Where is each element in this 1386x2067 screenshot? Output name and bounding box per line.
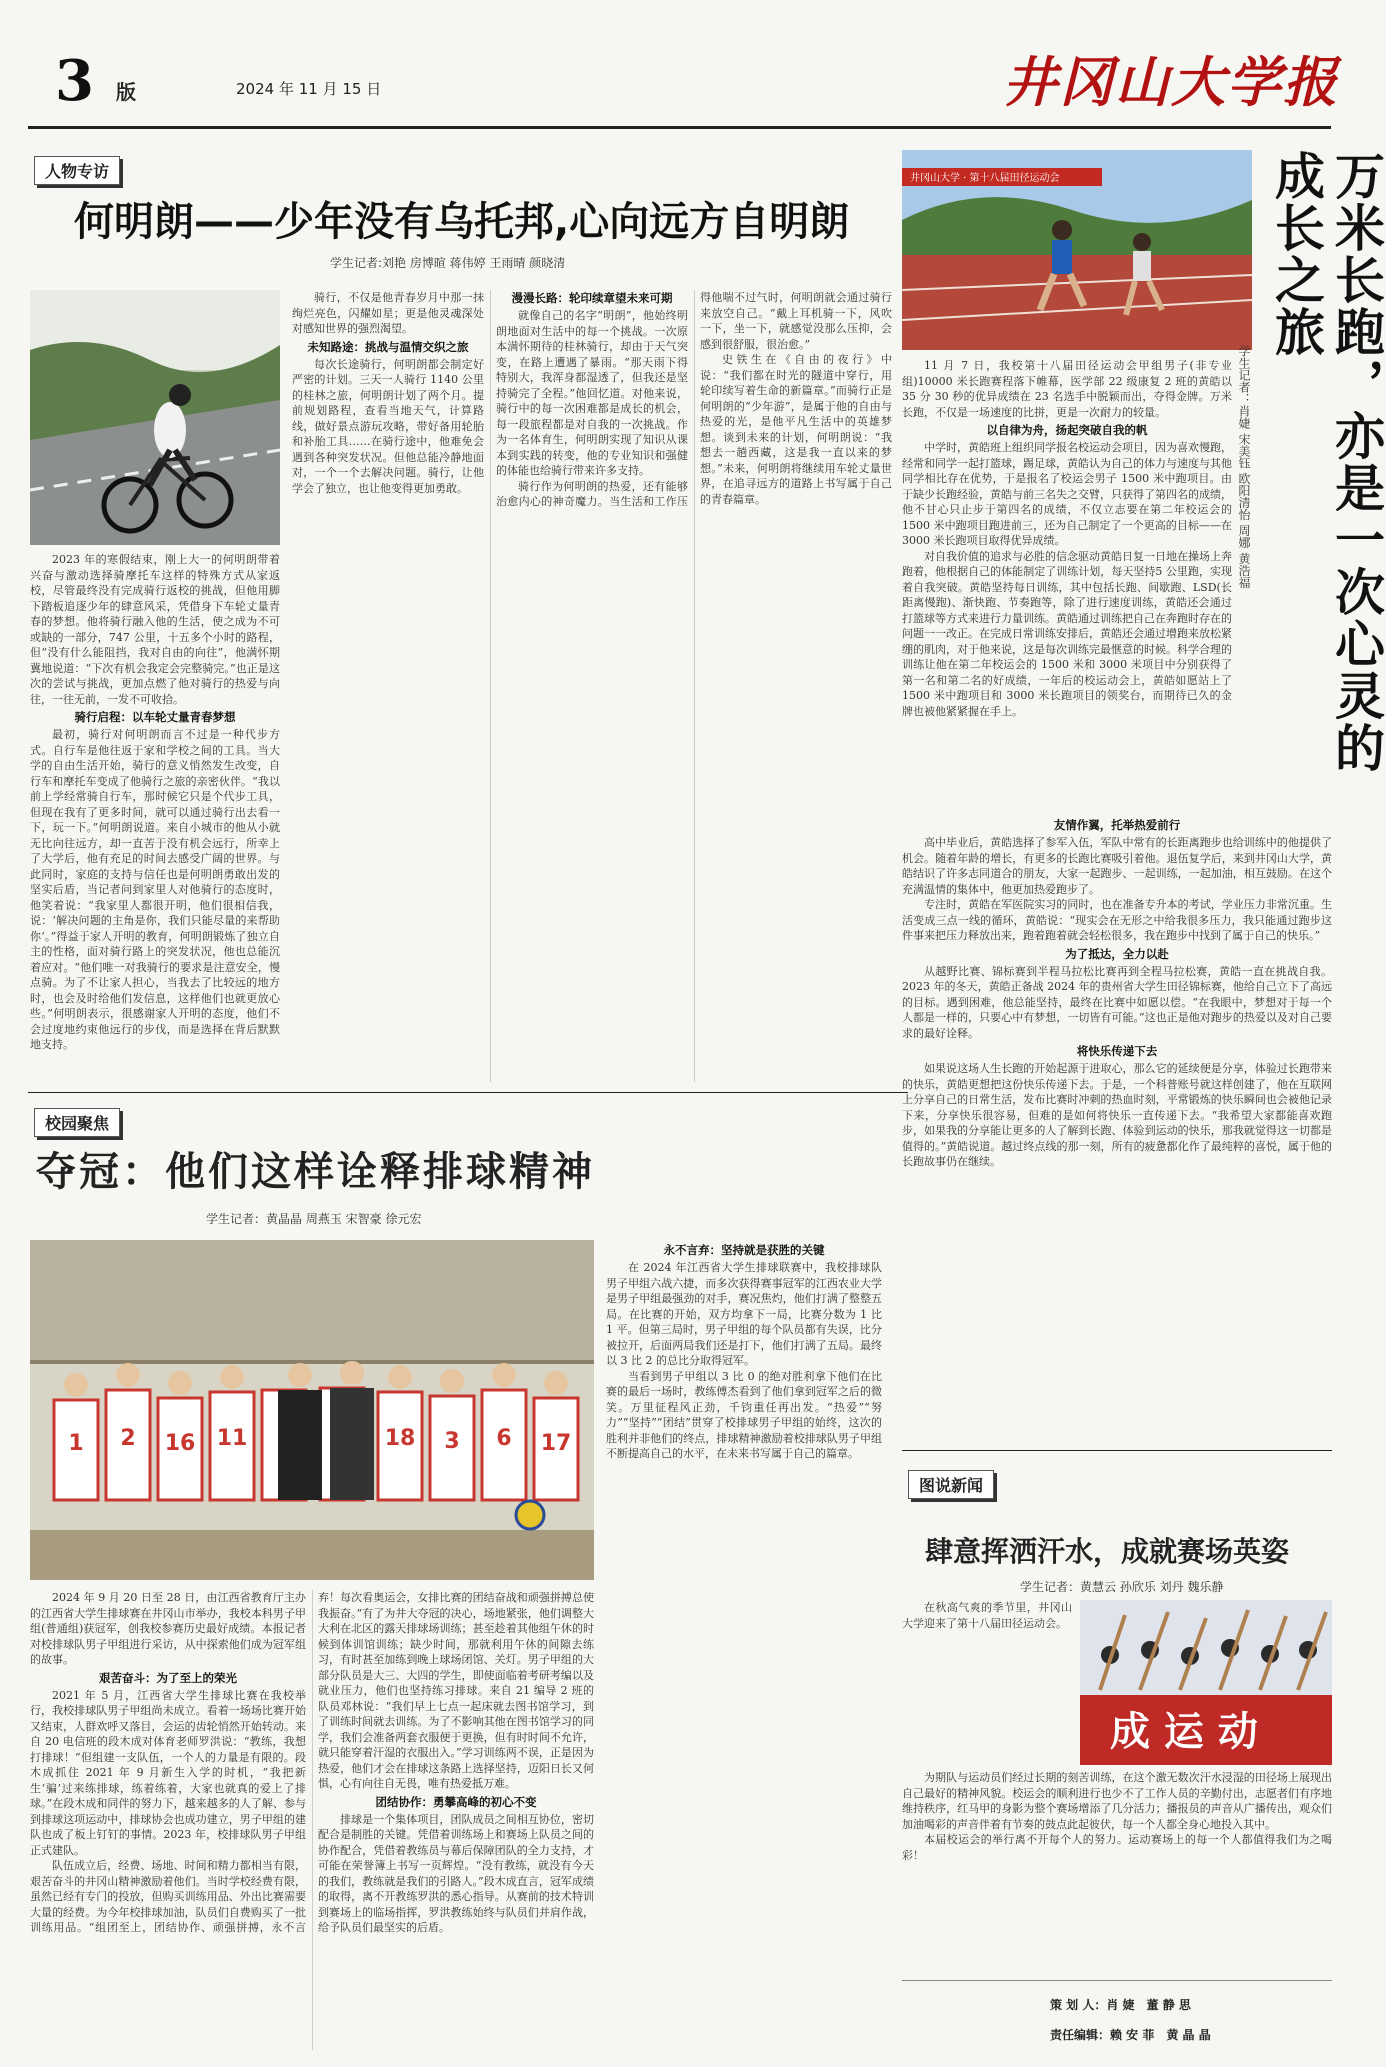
volleyball-p3: 队伍成立后，经费、场地、时间和精力都相当有限，艰苦奋斗的井冈山精神激励着他们。当时学校经费有限，虽然已经有专门的投放，但购买训练用品、外出比赛需要大量的经费。为今年校排球加油，队员们自费购买了一批训练用品。“组团至上，团结协作、顽强拼搏，永不言弃！每次看奥运会，女排比赛的团结奋战和顽强拼搏总使我振奋。”有了为井大夺冠的决心，场地紧张，他们调整大大利在北区的露天排球场训练；甚至趁着其他组午休的时候到体训馆训练；缺少时间，那就利用午休的间隙去练习，有时甚至加练到晚上球场闭馆、关灯。男子甲组的大部分队员是大三、大四的学生，即使面临着考研考编以及就业压力，他们也坚持练习排球。来自 21 编导 2 班的队员邓林说：“我们早上七点一起床就去图书馆学习，到了训练时间就去训练。为了不影响其他在图书馆学习的同学，我们会准备两套衣服便于更换，但有时时间不允许，就只能穿着汗湿的衣服出入。”学习训练两不误，正是因为热爱，他们才会在排球这条路上选择坚持，迈阳日长又何惧，心有向往自无畏，唯有热爱抵万难。 [30, 1591, 594, 1934]
jersey-number: 16 [164, 1431, 196, 1456]
banner-text: 成 运 动 [1110, 1709, 1258, 1755]
section-badge-news: 图说新闻 [908, 1470, 994, 1499]
volleyball-team-photo [30, 1240, 594, 1580]
marathon-p3: 对自我价值的追求与必胜的信念驱动黄皓日复一日地在操场上奔跑着，他根据自己的体能制定了训练计划，每天坚持5 公里跑，实现着自我突破。黄皓坚持每日训练，其中包括长跑、间歇跑、LSD(长距离慢跑)、渐快跑、节奏跑等，除了进行速度训练，黄皓还会通过打篮球等方式来进行力量训练。黄皓通过训练把自己在奔跑时存在的问题一一改正。在完成日常训练安排后，黄皓还会通过增跑来放松紧绷的肌肉，对于他来说，这是每次训练完最惬意的时候。科学合理的训练让他在第二年校运会的 1500 米和 3000 米项目中分别获得了第一名和第二名的好成绩，一年后的校运动会上，黄皓如愿站上了 1500 米中跑项目和 3000 米长跑项目的领奖台，而期待已久的金牌也被他紧紧握在手上。 [902, 549, 1232, 718]
runner-photo-banner: 井冈山大学 · 第十八届田径运动会 [910, 173, 1060, 184]
profile-subhead-2: 未知路途：挑战与温情交织之旅 [307, 339, 469, 354]
marathon-p1: 11 月 7 日，我校第十八届田径运动会甲组男子(非专业组)10000 米长跑赛程落下帷幕，医学部 22 级康复 2 班的黄皓以 35 分 30 秒的优异成绩在 23 名选手中脱颖而出，夺得金牌。万米长跑，不仅是一场速度的比拼，更是一次耐力的较量。 [902, 359, 1232, 419]
volleyball-cols-1 [30, 1590, 594, 2050]
profile-p3: 骑行，不仅是他青春岁月中那一抹绚烂亮色，闪耀如星；更是他灵魂深处对感知世界的强烈渴望。 [292, 291, 484, 335]
volleyball-p5: 在 2024 年江西省大学生排球联赛中，我校排球队男子甲组六战六捷，而多次获得赛事冠军的江西农业大学是男子甲组最强劲的对手，赛况焦灼，他们打满了整整五局。在比赛的开始，双方均拿下一局，比赛分数为 1 比 1 平。但第三局时，男子甲组的每个队员都有失误，比分被拉开，后面两局我们还是打下，他们打满了五局。最终以 3 比 2 的总比分取得冠军。 [606, 1261, 882, 1367]
marching-photo [1080, 1600, 1332, 1765]
header-rule [28, 126, 1331, 129]
jersey-number: 6 [496, 1426, 512, 1451]
news-col-text [902, 1600, 1072, 1770]
masthead: 井冈山大学报 [1003, 50, 1339, 114]
jersey-number: 17 [540, 1431, 572, 1456]
divider-left [28, 1092, 908, 1093]
volleyball-subhead-1: 艰苦奋斗：为了至上的荣光 [99, 1670, 237, 1685]
volleyball-headline: 夺冠：他们这样诠释排球精神 [36, 1148, 595, 1195]
marathon-headline: 万米长跑，亦是一次心灵的成长之旅 [1267, 150, 1385, 774]
marathon-p4: 高中毕业后，黄皓选择了参军入伍，军队中常有的长距离跑步也给训练中的他提供了机会。随着年龄的增长，有更多的长跑比赛吸引着他。退伍复学后，来到井冈山大学，黄皓结识了许多志同道合的朋友，大家一起跑步、一起训练，一起加油，相互鼓励。在这个充满温情的集体中，他更加热爱跑步了。 [902, 836, 1332, 896]
marathon-subhead-3: 为了抵达，全力以赴 [1065, 946, 1169, 961]
marathon-p5: 专注时，黄皓在军医院实习的同时，也在准备专升本的考试，学业压力非常沉重。生活变成三点一线的循环，黄皓说：“现实会在无形之中给我很多压力，我只能通过跑步这件事来把压力释放出来，跑着跑着就会轻松很多，我在跑步中找到了属于自己的快乐。” [902, 898, 1332, 942]
profile-subhead-1: 骑行启程：以车轮丈量青春梦想 [74, 710, 236, 724]
credits-planner: 策 划 人：肖 婕 董 静 思 [1050, 1998, 1191, 2012]
volleyball-subhead-3: 永不言弃：坚持就是获胜的关键 [663, 1243, 825, 1257]
credits-editor: 责任编辑：赖 安 菲 黄 晶 晶 [1050, 2028, 1211, 2042]
marathon-p6: 从越野比赛、锦标赛到半程马拉松比赛再到全程马拉松赛，黄皓一直在挑战自我。2023 年的冬天，黄皓正备战 2024 年的贵州省大学生田径锦标赛，他给自己立下了高远的目标。遇到困难，他总能坚持，最终在比赛中如愿以偿。“在我眼中，梦想对于每一个人都是一样的，只要心中有梦想，一切皆有可能。”这也正是他对跑步的热爱以及对自己要求的最好诠释。 [902, 964, 1332, 1040]
volleyball-p2: 2021 年 5 月，江西省大学生排球比赛在我校举行，我校排球队男子甲组尚未成立。看着一场场比赛开始又结束，人群欢呼又落目，会运的齿轮悄然开始转动。来自 20 电信班的段木成对体育老师罗洪说：“教练，我想打排球！”但组建一支队伍，一个人的力量是有限的。段木成抓住 2021 年 9 月新生入学的时机，“我把新生‘骗’过来练排球，练着练着，大家也就真的爱上了排球。”在段木成和同伴的努力下，越来越多的人了解、参与到排球这项运动中，排球协会也成功建立，男子甲组的建队也成了板上钉钉的事情。2023 年，校排球队男子甲组正式建队。 [30, 1688, 306, 1857]
cyclist-photo [30, 290, 280, 545]
section-badge-profile: 人物专访 [34, 156, 120, 185]
volleyball-subhead-2: 团结协作：勇攀高峰的初心不变 [375, 1794, 537, 1809]
news-p1: 在秋高气爽的季节里，井冈山大学迎来了第十八届田径运动会。 [902, 1601, 1072, 1630]
profile-headline: 何明朗——少年没有乌托邦,心向远方自明朗 [74, 199, 850, 245]
jersey-number: 11 [216, 1426, 248, 1451]
profile-p4: 每次长途骑行，何明朗都会制定好严密的计划。三天一人骑行 1140 公里的桂林之旅，何明朗计划了两个月。提前规划路程，查看当地天气，计算路线，做好景点游玩攻略，带好备用轮胎和补胎工具……在骑行途中，他难免会遇到各种突发状况。但他总能冷静地面对，一个一个去解决问题。骑行，让他学会了独立，也让他变得更加勇敢。 [292, 357, 484, 495]
news-p2: 为期队与运动员们经过长期的刻苦训练，在这个激无数次汗水浸湿的田径场上展现出自己最好的精神风貌。校运会的顺利进行也少不了工作人员的辛勤付出，志愿者们有序地维持秩序，红马甲的身影为整个赛场增添了几分活力；播报员的声音从广播传出，观众们加油喝彩的声音伴着有节奏的鼓点此起彼伏，每一个人都全身心地投入其中。 [902, 1771, 1332, 1831]
profile-byline: 学生记者:刘艳 房博暄 蒋伟婷 王雨晴 颜晓清 [330, 256, 566, 270]
profile-p7: 史铁生在《自由的夜行》中说：“我们都在时光的隧道中穿行，用轮印续写着生命的新篇章。”而骑行正是何明朗的“少年游”，是属于他的自由与热爱的光，是他平凡生活中的英雄梦想。谈到未来的计划，何明朗说：“我想去一趟西藏，这是我一直以来的梦想。”未来，何明朗将继续用车轮丈量世界，在追寻远方的道路上书写属于自己的青春篇章。 [700, 353, 892, 506]
profile-p2: 最初，骑行对何明朗而言不过是一种代步方式。自行车是他往返于家和学校之间的工具。当大学的自由生活开始，骑行的意义悄然发生改变，自行车和摩托车变成了他骑行之旅的亲密伙伴。“我以前上学经常骑自行车，那时候它只是个代步工具，但现在我有了更多时间，就可以通过骑行出去看一下，玩一下。”何明朗说道。来自小城市的他从小就无比向往远方，却一直苦于没有机会远行，所幸上了大学后，他有充足的时间去感受广阔的世界。与此同时，家庭的支持与信任也是何明朗勇敢出发的坚实后盾，当记者问到家里人对他骑行的态度时，他笑着说：“我家里人都很开明，他们很相信我，说：‘解决问题的主角是你，我们只能尽量的来帮助你’。”得益于家人开明的教育，何明朗锻炼了独立自主的性格，面对骑行路上的突发状况，他也总能沉着应对。“他们唯一对我骑行的要求是注意安全，慢点骑。为了不让家人担心，当我去了比较远的地方时，也会及时给他们发信息，这样他们也就更放心些。”何明朗表示，很感谢家人开明的态度，他们不会过度地约束他远行的步伐，而是选择在背后默默地支持。 [30, 728, 280, 1051]
news-p3: 本届校运会的举行离不开每个人的努力。运动赛场上的每一个人都值得我们为之喝彩！ [902, 1833, 1332, 1862]
volleyball-col-3 [606, 1240, 882, 2050]
volleyball-p1: 2024 年 9 月 20 日至 28 日，由江西省教育厅主办的江西省大学生排球赛在井冈山市举办，我校本科男子甲组(普通组)获冠军，创我校参赛历史最好成绩。本报记者对校排球队男子甲组进行采访，从中探索他们成为冠军组的故事。 [30, 1591, 306, 1666]
credits-box [902, 1980, 1332, 1981]
volleyball-byline: 学生记者：黄晶晶 周燕玉 宋智豪 徐元宏 [206, 1212, 422, 1226]
runner-photo [902, 150, 1252, 350]
news-byline: 学生记者：黄慧云 孙欣乐 刘丹 魏乐静 [1020, 1580, 1224, 1594]
page-label: 版 [116, 80, 136, 104]
jersey-number: 3 [444, 1429, 460, 1454]
profile-p5: 就像自己的名字“明朗”，他始终明朗地面对生活中的每一个挑战。一次原本满怀期待的桂林骑行，却由于天气突变，在路上遭遇了暴雨。“那天雨下得特别大，我浑身都湿透了，但我还是坚持骑完了全程。”他回忆道。对他来说，骑行中的每一次困难都是成长的机会，每一段旅程都是对自我的一次挑战。作为一名体育生，何明朗实现了知识从课本到实践的转变，他的专业知识和强健的体能也给骑行带来许多支持。 [496, 309, 688, 477]
jersey-number: 18 [384, 1426, 416, 1451]
news-headline: 肆意挥洒汗水，成就赛场英姿 [925, 1535, 1290, 1568]
section-badge-campus: 校园聚焦 [34, 1108, 120, 1137]
profile-cols [292, 290, 892, 1082]
profile-p1: 2023 年的寒假结束，刚上大一的何明朗带着兴奋与激动选择骑摩托车这样的特殊方式从家返校，尽管最终没有完成骑行返校的挑战，但他用脚下踏板追逐少年的肆意风采，凭借身下车轮丈量青春的梦想。他将骑行融入他的生活，使之成为不可或缺的一部分，747 公里，十五多个小时的路程，但“没有什么能阻挡，我对自由的向往”，他满怀期冀地说道：“下次有机会我定会完整骑完。”也正是这次的尝试与挑战，更加点燃了他对骑行的热爱与向往，一往无前，一发不可收拾。 [30, 553, 280, 706]
jersey-number: 1 [68, 1431, 84, 1456]
marathon-p7: 如果说这场人生长跑的开始起源于进取心，那么它的延续便是分享，体验过长跑带来的快乐，黄皓更想把这份快乐传递下去。于是，一个科普账号就这样创建了，他在互联网上分享自己的日常生活，发布比赛时冲刺的热血时刻，平常锻炼的快乐瞬间也会被他记录下来，分享快乐很容易，但难的是如何将快乐一直传递下去。“我希望大家都能喜欢跑步，如果我的分享能让更多的人了解到长跑、体验到运动的快乐，那我就觉得这一切都是值得的。”黄皓说道。越过终点线的那一刻，所有的疲惫都化作了最纯粹的喜悦，属于他的长跑故事仍在继续。 [902, 1062, 1332, 1168]
page-number: 3 [55, 48, 94, 114]
marathon-p2: 中学时，黄皓班上组织同学报名校运动会项目，因为喜欢慢跑，经常和同学一起打篮球，踢足球，黄皓认为自己的体力与速度与其他同学相比存在优势，于是报名了校运会男子 1500 米中跑项目。由于缺少长跑经验，黄皓与前三名失之交臂，只获得了第四名的成绩，他不甘心只止步于第四名的成绩，不仅立志要在第二年校运会的 1500 米中跑项目跑进前三，还为自己制定了一个更高的目标——在 3000 米长跑项目取得优异成绩。 [902, 441, 1232, 547]
issue-date: 2024 年 11 月 15 日 [236, 80, 382, 98]
divider-right [902, 1450, 1332, 1451]
marathon-subhead-1: 以自律为舟，扬起突破自我的帆 [986, 423, 1148, 437]
volleyball-p6: 当看到男子甲组以 3 比 0 的绝对胜利拿下他们在比赛的最后一场时，教练傅杰看到了他们拿到冠军之后的微笑。万里征程风正劲，千钧重任再出发。“热爱”“努力”“坚持”“团结”贯穿了校排球男子甲组的始终，这次的胜利并非他们的终点，排球精神激励着校排球队男子甲组不断提高自己的水平，在未来书写属于自己的篇章。 [606, 1369, 882, 1460]
marathon-subhead-4: 将快乐传递下去 [1076, 1044, 1158, 1058]
profile-col-1 [30, 552, 280, 1082]
jersey-number: 2 [120, 1426, 136, 1451]
marathon-col-bottom [902, 815, 1332, 1355]
marathon-col-top [902, 358, 1232, 808]
news-col-bottom [902, 1770, 1332, 1970]
volleyball-p4: 排球是一个集体项目，团队成员之间相互协位，密切配合是制胜的关键。凭借着训练场上和赛场上队员之间的协作配合，凭借着教练员与幕后保障团队的全力支持，才可能在荣誉簿上书写一页辉煌。“没有教练，就没有今天的我们，教练就是我们的引路人。”段木成直言，冠军成绩的取得，离不开教练罗洪的悉心指导。从赛前的技术特训到赛场上的临场指挥，罗洪教练始终与队员们并肩作战，给予队员们最坚实的后盾。 [318, 1812, 594, 1934]
marathon-byline: 学生记者：肖婕 宋美钰 欧阳清怡 周娜 黄浩福 [1237, 345, 1251, 589]
profile-subhead-3: 漫漫长路：轮印续章望未来可期 [511, 291, 673, 305]
marathon-subhead-2: 友情作翼，托举热爱前行 [1053, 818, 1181, 832]
profile-p6: 骑行作为何明朗的热爱，还有能够治愈内心的神奇魔力。当生活和工作压得他喘不过气时，何明朗就会通过骑行来放空自己。“戴上耳机骑一下，风吹一下，坐一下，就感觉没那么压抑，会感到很舒服，很治愈。” [496, 291, 892, 508]
